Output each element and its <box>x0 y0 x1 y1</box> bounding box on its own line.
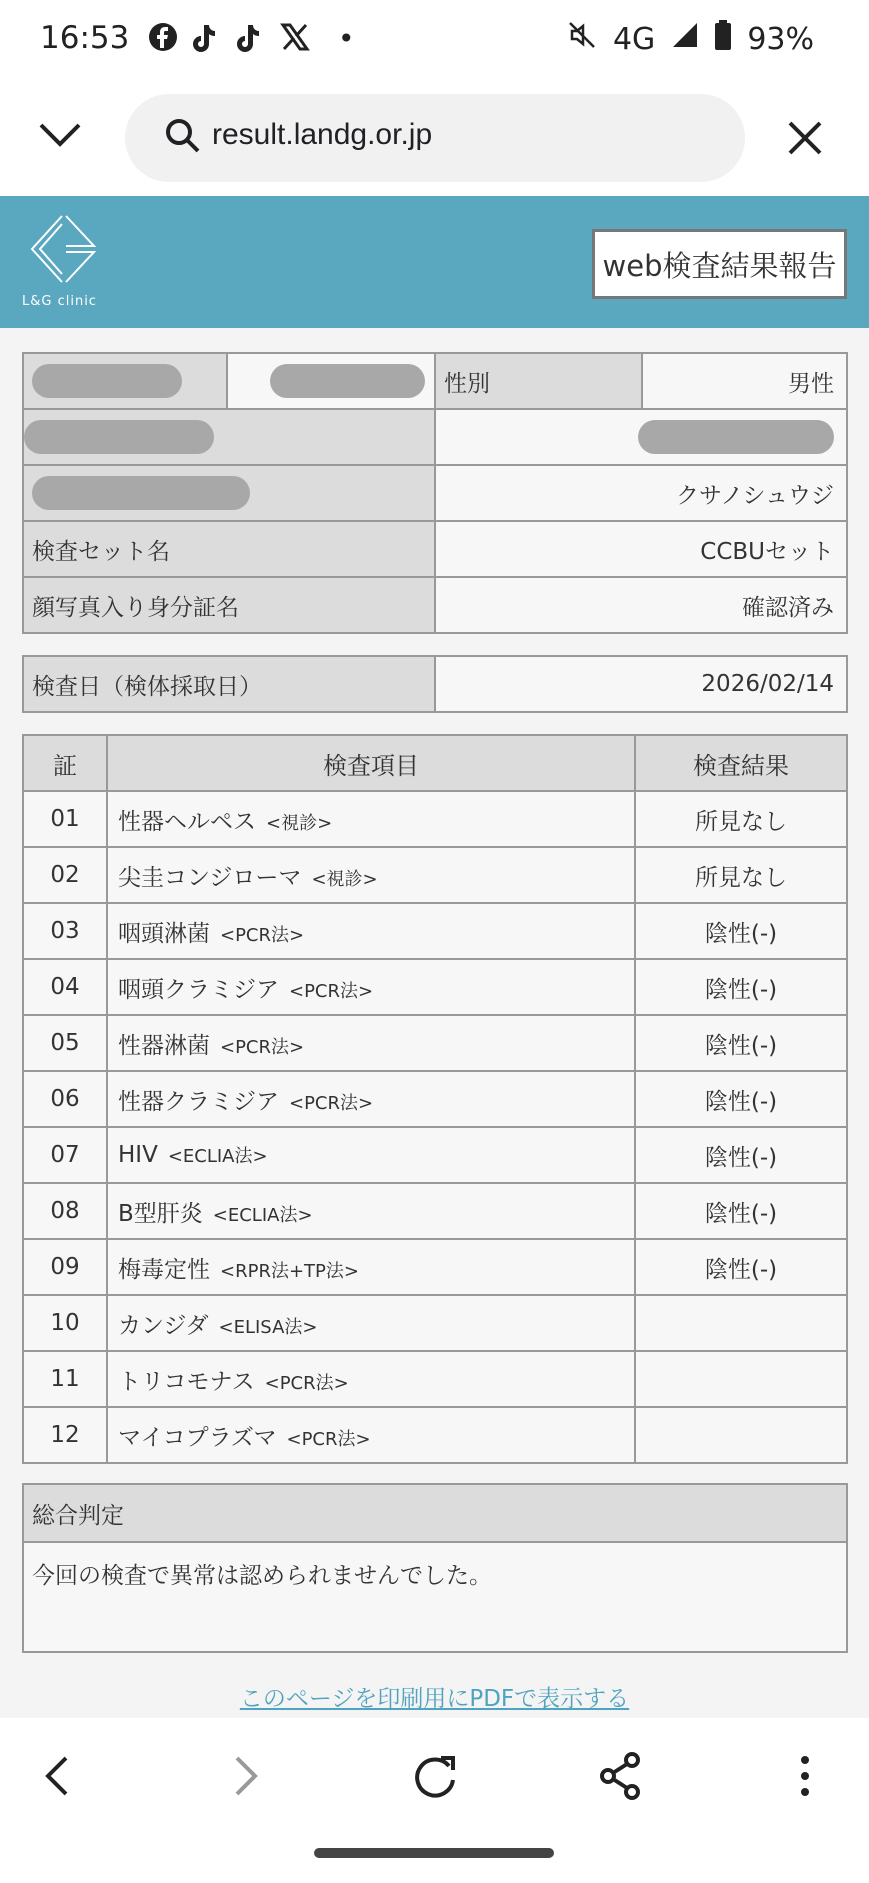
table-row <box>23 1015 847 1071</box>
row-item <box>107 903 635 959</box>
row-item <box>107 959 635 1015</box>
sex-value: 男性 <box>642 353 847 409</box>
test-set-label: 検査セット名 <box>23 521 435 577</box>
row-result <box>635 1407 847 1463</box>
table-row <box>23 1239 847 1295</box>
row-number: 08 <box>23 1183 107 1239</box>
sex-label: 性別 <box>435 353 642 409</box>
tiktok-icon <box>232 22 262 62</box>
exam-date-value: 2026/02/14 <box>435 656 847 712</box>
site-header <box>0 196 869 328</box>
notification-dot: • <box>338 22 355 55</box>
report-title-button[interactable]: web検査結果報告 <box>592 229 847 299</box>
table-row <box>23 1127 847 1183</box>
item-name: 性器ヘルペス <box>118 808 256 835</box>
id-check-label: 顔写真入り身分証名 <box>23 577 435 633</box>
table-row <box>23 1407 847 1463</box>
redacted-value-cell <box>435 409 847 465</box>
status-bar <box>0 0 869 80</box>
patient-id-cell <box>23 353 227 409</box>
row-result: 陰性(-) <box>635 1071 847 1127</box>
share-icon[interactable] <box>592 1746 652 1806</box>
row-item <box>107 1127 635 1183</box>
x-icon <box>280 22 310 60</box>
item-method: <ECLIA法> <box>212 1204 313 1226</box>
patient-info-table <box>22 352 848 634</box>
exam-date-table <box>22 655 848 713</box>
row-item <box>107 847 635 903</box>
battery-percent: 93% <box>747 21 814 57</box>
search-icon <box>163 116 203 156</box>
summary-label: 総合判定 <box>23 1484 847 1542</box>
item-method: <PCR法> <box>289 980 374 1002</box>
status-right <box>567 20 814 58</box>
item-name: マイコプラズマ <box>118 1424 277 1451</box>
table-row <box>23 1071 847 1127</box>
results-table <box>22 734 848 1464</box>
kana-name: クサノシュウジ <box>435 465 847 521</box>
test-set-value: CCBUセット <box>435 521 847 577</box>
reload-icon[interactable] <box>405 1746 465 1806</box>
redacted-blur <box>32 476 250 510</box>
redacted-blur <box>32 364 182 398</box>
item-method: <PCR法> <box>220 924 305 946</box>
row-result: 陰性(-) <box>635 1239 847 1295</box>
row-item <box>107 1015 635 1071</box>
row-result: 所見なし <box>635 847 847 903</box>
row-result <box>635 1351 847 1407</box>
item-name: トリコモナス <box>118 1368 255 1395</box>
item-name: 尖圭コンジローマ <box>118 864 302 891</box>
row-number: 11 <box>23 1351 107 1407</box>
item-method: <PCR法> <box>289 1092 374 1114</box>
item-name: 梅毒定性 <box>118 1256 210 1283</box>
item-method: <視診> <box>311 868 378 890</box>
row-result <box>635 1295 847 1351</box>
row-number: 10 <box>23 1295 107 1351</box>
facebook-icon <box>148 22 178 60</box>
network-label: 4G <box>612 21 656 57</box>
table-row <box>23 847 847 903</box>
item-method: <PCR法> <box>220 1036 305 1058</box>
item-method: <ELISA法> <box>218 1316 318 1338</box>
home-indicator <box>314 1848 554 1858</box>
status-time: 16:53 <box>40 20 130 56</box>
row-result: 陰性(-) <box>635 1183 847 1239</box>
chevron-down-icon[interactable] <box>38 120 82 156</box>
id-check-value: 確認済み <box>435 577 847 633</box>
row-item <box>107 1071 635 1127</box>
item-method: <PCR法> <box>286 1428 371 1450</box>
row-item <box>107 1407 635 1463</box>
table-row <box>23 791 847 847</box>
redacted-label-cell <box>23 465 435 521</box>
row-number: 06 <box>23 1071 107 1127</box>
back-icon[interactable] <box>38 1746 98 1806</box>
row-number: 05 <box>23 1015 107 1071</box>
battery-icon <box>715 20 731 58</box>
item-name: HIV <box>118 1142 158 1168</box>
pdf-link[interactable]: このページを印刷用にPDFで表示する <box>239 1686 630 1712</box>
header-result: 検査結果 <box>635 735 847 791</box>
row-result: 陰性(-) <box>635 1015 847 1071</box>
row-item <box>107 1295 635 1351</box>
logo-text: L&G clinic <box>22 294 97 309</box>
row-number: 09 <box>23 1239 107 1295</box>
row-item <box>107 791 635 847</box>
item-method: <PCR法> <box>264 1372 349 1394</box>
browser-bottom-bar <box>0 1718 869 1883</box>
redacted-label-cell <box>23 409 435 465</box>
table-row <box>23 1351 847 1407</box>
signal-icon <box>671 21 699 57</box>
results-body <box>23 791 847 1463</box>
browser-toolbar <box>0 80 869 195</box>
row-number: 04 <box>23 959 107 1015</box>
item-name: 性器淋菌 <box>118 1032 210 1059</box>
row-number: 03 <box>23 903 107 959</box>
item-method: <RPR法+TP法> <box>220 1260 359 1282</box>
row-item <box>107 1351 635 1407</box>
redacted-blur <box>24 420 214 454</box>
row-item <box>107 1239 635 1295</box>
row-result: 所見なし <box>635 791 847 847</box>
row-number: 01 <box>23 791 107 847</box>
row-number: 12 <box>23 1407 107 1463</box>
redacted-blur <box>270 364 425 398</box>
table-row <box>23 903 847 959</box>
table-row <box>23 1183 847 1239</box>
url-bar[interactable] <box>125 94 745 182</box>
item-name: カンジダ <box>118 1312 209 1339</box>
item-method: <視診> <box>266 812 333 834</box>
exam-date-label: 検査日（検体採取日） <box>23 656 435 712</box>
more-icon[interactable] <box>790 1746 850 1806</box>
item-name: 咽頭淋菌 <box>118 920 210 947</box>
row-result: 陰性(-) <box>635 903 847 959</box>
tiktok-icon <box>188 22 218 62</box>
row-number: 02 <box>23 847 107 903</box>
forward-icon[interactable] <box>225 1746 285 1806</box>
row-item <box>107 1183 635 1239</box>
table-row <box>23 1295 847 1351</box>
summary-table <box>22 1483 848 1653</box>
row-result: 陰性(-) <box>635 959 847 1015</box>
header-item: 検査項目 <box>107 735 635 791</box>
patient-name-cell <box>227 353 435 409</box>
item-name: 咽頭クラミジア <box>118 976 279 1003</box>
redacted-blur <box>638 420 834 454</box>
url-text: result.landg.or.jp <box>212 118 433 151</box>
row-number: 07 <box>23 1127 107 1183</box>
table-row <box>23 959 847 1015</box>
close-icon[interactable] <box>785 118 825 158</box>
item-method: <ECLIA法> <box>167 1146 268 1167</box>
item-name: 性器クラミジア <box>118 1088 279 1115</box>
mute-icon <box>567 20 597 58</box>
row-result: 陰性(-) <box>635 1127 847 1183</box>
header-no: 証 <box>23 735 107 791</box>
item-name: B型肝炎 <box>118 1200 203 1227</box>
summary-text: 今回の検査で異常は認められませんでした。 <box>23 1542 847 1652</box>
